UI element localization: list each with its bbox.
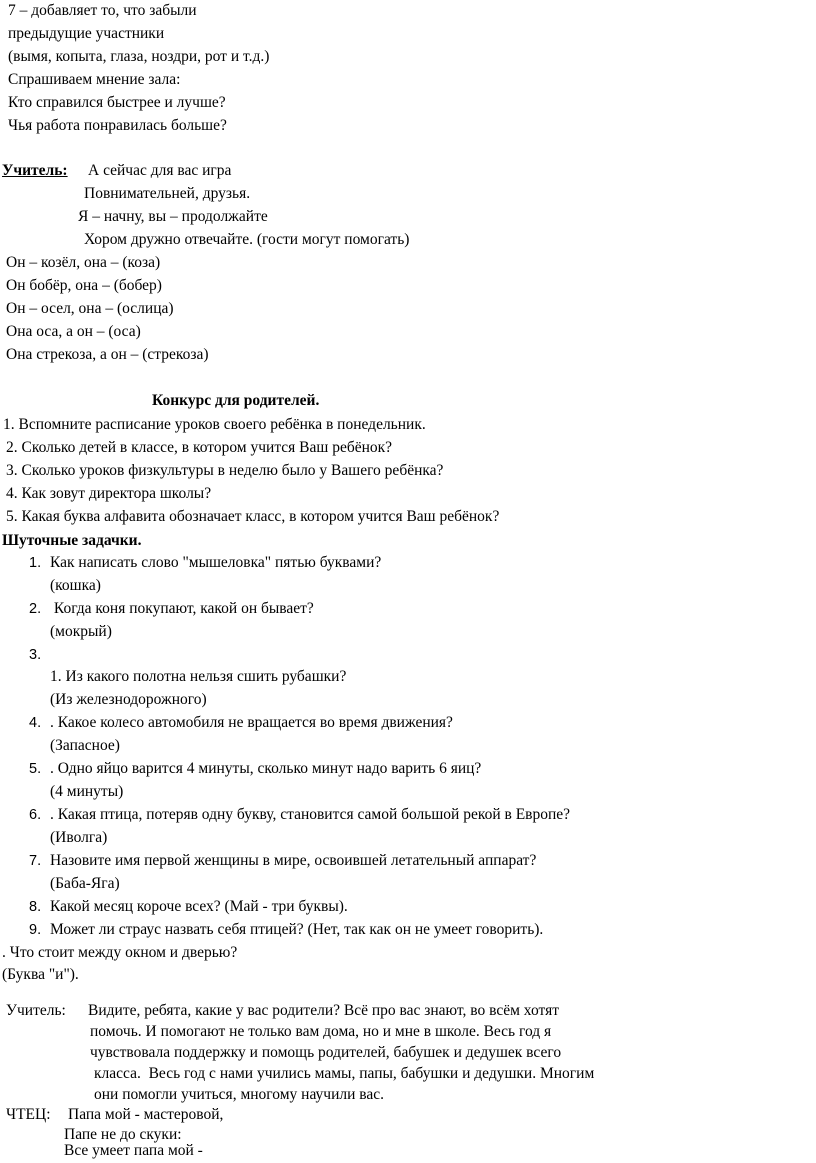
intro-line: предыдущие участники bbox=[8, 25, 165, 42]
teacher-line: чувствовала поддержку и помощь родителей, бабушек и дедушек всего bbox=[90, 1044, 562, 1061]
riddle-number: 1. bbox=[29, 555, 42, 571]
teacher-line: класса. Весь год с нами учились мамы, папы, бабушки и дедушки. Многим bbox=[94, 1065, 595, 1082]
intro-line: Чья работа понравилась больше? bbox=[8, 117, 227, 134]
riddle-number: 5. bbox=[29, 761, 42, 777]
riddle-question: . Одно яйцо варится 4 минуты, сколько минут надо варить 6 яиц? bbox=[50, 760, 482, 777]
riddle-number: 6. bbox=[29, 807, 42, 823]
parents-question: 3. Сколько уроков физкультуры в неделю было у Вашего ребёнка? bbox=[6, 462, 444, 479]
intro-line: Спрашиваем мнение зала: bbox=[8, 71, 181, 88]
riddle-question: 1. Из какого полотна нельзя сшить рубашки? bbox=[50, 668, 347, 685]
game-speaker: Учитель: bbox=[2, 162, 68, 179]
riddle-answer: (Иволга) bbox=[50, 829, 108, 846]
riddle-question: Может ли страус назвать себя птицей? (Нет, так как он не умеет говорить). bbox=[50, 921, 544, 938]
intro-line: (вымя, копыта, глаза, ноздри, рот и т.д.) bbox=[8, 48, 270, 65]
reader-speaker: ЧТЕЦ: bbox=[6, 1106, 51, 1123]
riddle-extra-line: (Буква "и"). bbox=[2, 966, 79, 983]
riddle-question: Назовите имя первой женщины в мире, освоившей летательный аппарат? bbox=[50, 852, 537, 869]
riddle-question: . Какое колесо автомобиля не вращается во время движения? bbox=[50, 714, 453, 731]
reader-line: Папа мой - мастеровой, bbox=[68, 1106, 224, 1123]
riddle-question: Какой месяц короче всех? (Май - три буквы). bbox=[50, 898, 348, 915]
parents-question: 5. Какая буква алфавита обозначает класс, в котором учится Ваш ребёнок? bbox=[6, 508, 500, 525]
riddle-answer: (мокрый) bbox=[50, 623, 112, 640]
riddle-question: Как написать слово "мышеловка" пятью буквами? bbox=[50, 554, 382, 571]
riddle-question: . Какая птица, потеряв одну букву, становится самой большой рекой в Европе? bbox=[50, 806, 571, 823]
riddle-answer: (Баба-Яга) bbox=[50, 875, 120, 892]
verse-line: Хором дружно отвечайте. (гости могут помогать) bbox=[84, 231, 410, 248]
pair-line: Он – козёл, она – (коза) bbox=[6, 254, 161, 271]
riddle-answer: (Из железнодорожного) bbox=[50, 691, 207, 708]
verse-line: А сейчас для вас игра bbox=[88, 162, 232, 179]
teacher-line: помочь. И помогают не только вам дома, но и мне в школе. Весь год я bbox=[90, 1023, 552, 1040]
reader-line: Все умеет папа мой - bbox=[64, 1142, 203, 1159]
riddle-number: 2. bbox=[29, 601, 42, 617]
riddle-number: 9. bbox=[29, 922, 42, 938]
reader-line: Папе не до скуки: bbox=[64, 1126, 182, 1143]
riddle-answer: (Запасное) bbox=[50, 737, 120, 754]
riddle-question: Когда коня покупают, какой он бывает? bbox=[50, 600, 314, 617]
verse-line: Я – начну, вы – продолжайте bbox=[78, 208, 268, 225]
parents-question: 4. Как зовут директора школы? bbox=[6, 485, 212, 502]
riddle-answer: (кошка) bbox=[50, 577, 101, 594]
intro-line: Кто справился быстрее и лучше? bbox=[8, 94, 226, 111]
riddle-number: 7. bbox=[29, 853, 42, 869]
teacher-line: Видите, ребята, какие у вас родители? Всё про вас знают, во всём хотят bbox=[88, 1002, 559, 1019]
riddle-answer: (4 минуты) bbox=[50, 783, 124, 800]
riddle-extra-line: . Что стоит между окном и дверью? bbox=[2, 944, 238, 961]
teacher-speaker: Учитель: bbox=[6, 1002, 66, 1019]
riddles-title: Шуточные задачки. bbox=[2, 532, 142, 549]
riddle-number: 3. bbox=[29, 647, 42, 663]
pair-line: Она оса, а он – (оса) bbox=[6, 323, 141, 340]
riddle-number: 8. bbox=[29, 899, 42, 915]
pair-line: Она стрекоза, а он – (стрекоза) bbox=[6, 346, 209, 363]
teacher-line: они помогли учиться, многому научили вас. bbox=[94, 1086, 385, 1103]
parents-question: 1. Вспомните расписание уроков своего ребёнка в понедельник. bbox=[3, 416, 426, 433]
riddle-number: 4. bbox=[29, 715, 42, 731]
verse-line: Повнимательней, друзья. bbox=[84, 185, 251, 202]
parents-question: 2. Сколько детей в классе, в котором учится Ваш ребёнок? bbox=[6, 439, 393, 456]
intro-line: 7 – добавляет то, что забыли bbox=[8, 2, 197, 19]
pair-line: Он – осел, она – (ослица) bbox=[6, 300, 174, 317]
parents-contest-title: Конкурс для родителей. bbox=[152, 392, 320, 409]
pair-line: Он бобёр, она – (бобер) bbox=[6, 277, 162, 294]
